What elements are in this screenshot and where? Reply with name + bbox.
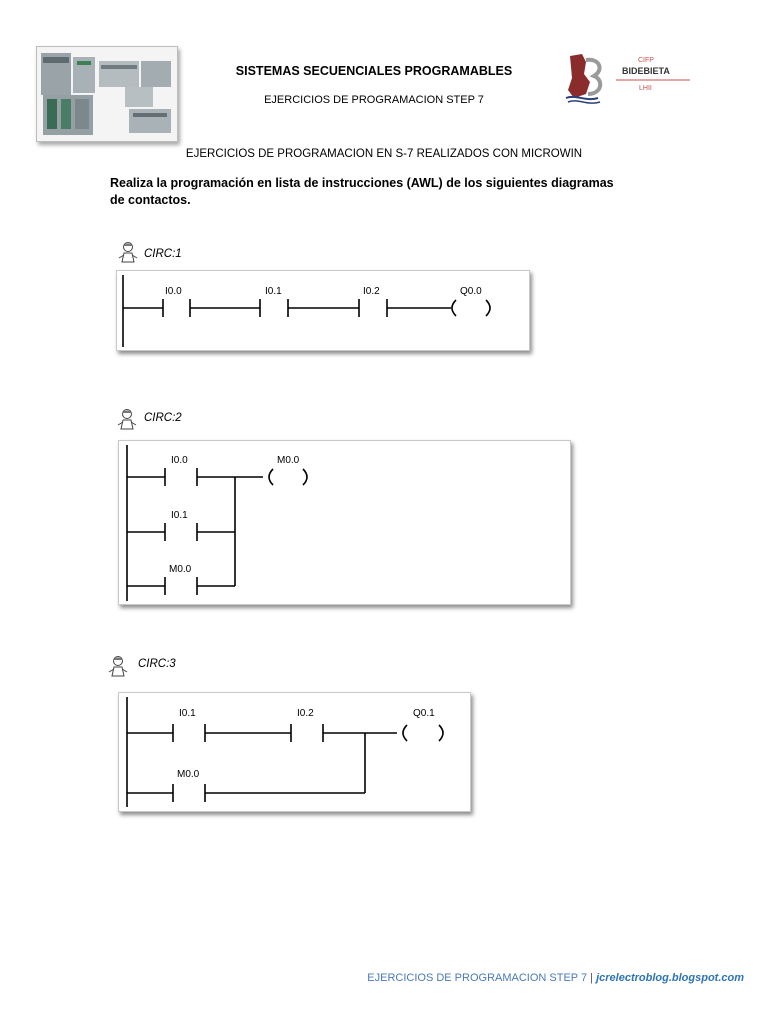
contact-label: I0.2 [363, 286, 380, 297]
footer-title: EJERCICIOS DE PROGRAMACION STEP 7 [367, 972, 588, 984]
page-footer [367, 972, 744, 984]
contact-label: I0.1 [265, 286, 282, 297]
coil-label: M0.0 [277, 455, 300, 466]
circuit-3-label: CIRC:3 [138, 658, 176, 670]
logo-text-lhii: LHII [639, 85, 652, 92]
ladder-diagram-circ-2 [118, 440, 571, 605]
worker-icon [108, 655, 128, 677]
circuit-1-label: CIRC:1 [144, 248, 182, 260]
contact-label: M0.0 [177, 769, 200, 780]
logo-text-bidebieta: BIDEBIETA [622, 66, 670, 76]
contact-label: I0.2 [297, 708, 314, 719]
footer-blog-link[interactable]: jcrelectroblog.blogspot.com [596, 972, 744, 984]
cifp-bidebieta-logo [560, 48, 700, 108]
circuit-2-label: CIRC:2 [144, 412, 182, 424]
logo-text-cifp: CIFP [638, 57, 654, 64]
ladder-diagram-circ-1 [116, 270, 530, 351]
contact-label: I0.1 [171, 510, 188, 521]
footer-separator: | [590, 972, 594, 984]
contact-label: I0.0 [165, 286, 182, 297]
document-title: SISTEMAS SECUENCIALES PROGRAMABLES [235, 64, 513, 78]
plc-modules-image [37, 47, 177, 141]
worker-icon [118, 241, 138, 263]
plc-photo [36, 46, 178, 142]
document-subtitle: EJERCICIOS DE PROGRAMACION STEP 7 [264, 94, 484, 106]
worker-icon [117, 408, 137, 430]
contact-label: M0.0 [169, 564, 192, 575]
contact-label: I0.1 [179, 708, 196, 719]
contact-label: I0.0 [171, 455, 188, 466]
instructions-paragraph: Realiza la programación en lista de instrucciones (AWL) de los siguientes diagramas de contactos. [110, 176, 614, 207]
coil-label: Q0.0 [460, 286, 482, 297]
coil-label: Q0.1 [413, 708, 435, 719]
ladder-diagram-circ-3 [118, 692, 471, 812]
section-title: EJERCICIOS DE PROGRAMACION EN S-7 REALIZADOS CON MICROWIN [185, 148, 583, 160]
